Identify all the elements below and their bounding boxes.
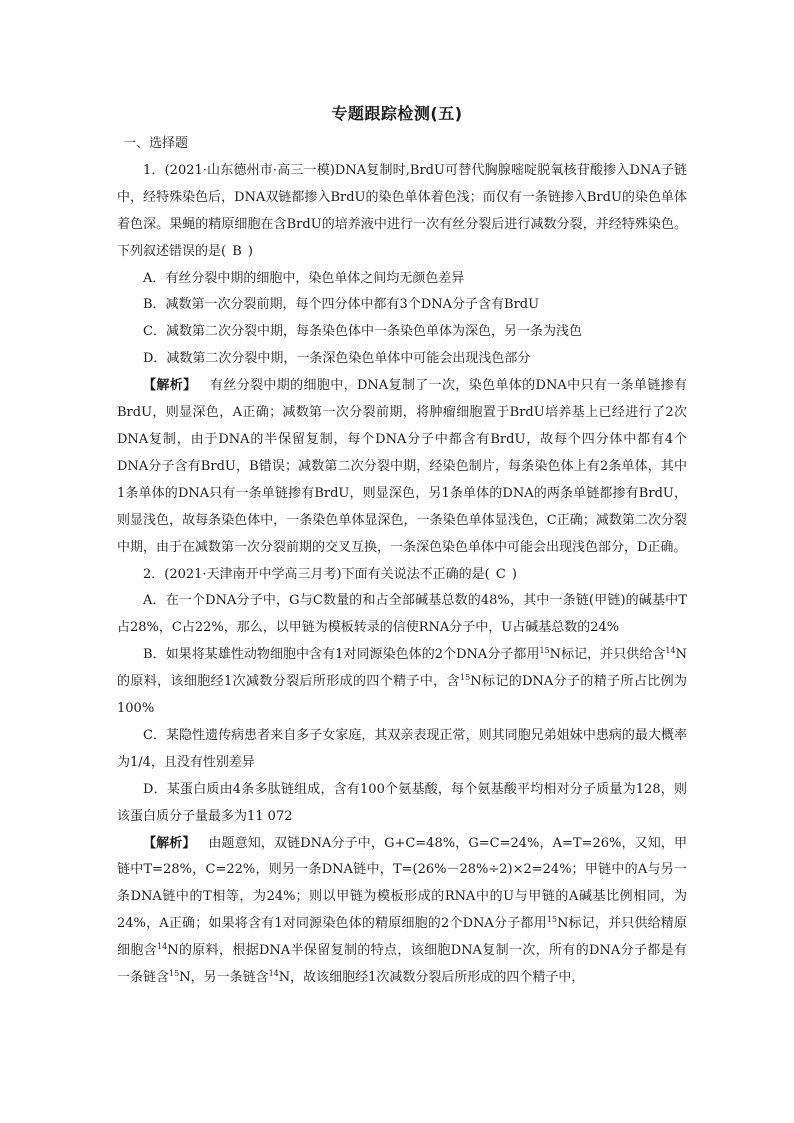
analysis-label: 【解析】 [143, 378, 197, 394]
question-2-analysis [117, 831, 687, 992]
isotope-superscript: 14 [268, 969, 279, 979]
analysis-label: 【解析】 [143, 835, 196, 851]
question-2-option-a: A．在一个DNA分子中，G与C数量的和占全部碱基总数的48%，其中一条链(甲链)的碱基中T占28%，C占22%，那么，以甲链为模板转录的信使RNA分子中，U占碱基总数的24% [117, 593, 687, 636]
question-1-option-d: D．减数第二次分裂中期，一条深色染色单体中可能会出现浅色部分 [143, 351, 531, 367]
isotope-superscript: 15 [460, 673, 471, 683]
analysis-text: N的原料，根据DNA半保留复制的特点，该细胞DNA复制一次，所有的DNA分子都是有一条链含 [117, 943, 687, 986]
question-1-analysis [117, 373, 687, 561]
page-title: 专题跟踪检测(五) [331, 104, 463, 123]
isotope-superscript: 15 [546, 915, 557, 925]
question-2-option-b [117, 642, 687, 723]
question-1-option-b: B．减数第一次分裂前期，每个四分体中都有3个DNA分子含有BrdU [143, 297, 540, 313]
isotope-superscript: 15 [539, 646, 550, 656]
section-heading: 一、选择题 [123, 136, 189, 151]
isotope-superscript: 14 [157, 942, 168, 952]
question-1-answer: ( B ) [221, 243, 254, 259]
question-2-option-d: D．某蛋白质由4条多肽链组成，含有100个氨基酸，每个氨基酸平均相对分子质量为128，则该蛋白质分子量最多为11 072 [117, 781, 687, 824]
analysis-text: N标记，并只供给精原细胞含 [117, 916, 687, 959]
analysis-text: 由题意知，双链DNA分子中，G+C=48%，G=C=24%，A=T=26%，又知，甲链中T=28%，C=22%，则另一条DNA链中，T=(26%－28%÷2)×2=24%；甲链中的A与另一条DNA链中的T相等，为24%；则以甲链为模板形成的RNA中的U与甲链的A碱基比例相同，为24%，A正确；如果将含有1对同源染色体的精原细胞的2个DNA分子都用 [117, 835, 687, 932]
isotope-superscript: 14 [665, 646, 676, 656]
question-2-answer: ( C ) [484, 566, 518, 582]
analysis-text: N，另一条链含 [179, 970, 269, 986]
question-2-option-c: C．某隐性遗传病患者来自多子女家庭，其双亲表现正常，则其同胞兄弟姐妹中患病的最大概率为1/4，且没有性别差异 [117, 727, 687, 770]
question-2-stem [117, 562, 687, 589]
question-1-stem [117, 158, 687, 266]
question-2-text: 2．(2021·天津南开中学高三月考)下面有关说法不正确的是 [143, 566, 485, 582]
isotope-superscript: 15 [169, 969, 180, 979]
option-text: N标记，并只供给含 [549, 647, 666, 663]
option-text: N的原料，该细胞经1次减数分裂后所形成的四个精子中，含 [117, 647, 687, 690]
question-1-text: 1．(2021·山东德州市·高三一模)DNA复制时,BrdU可替代胸腺嘧啶脱氧核苷酸掺入DNA子链中，经特殊染色后，DNA双链都掺入BrdU的染色单体着色浅；而仅有一条链掺入BrdU的染色单体着色深。果蝇的精原细胞在含BrdU的培养液中进行一次有丝分裂后进行减数分裂，并经特殊染色。下列叙述错误的是 [117, 162, 687, 259]
document-body [117, 131, 687, 992]
option-text: B．如果将某雄性动物细胞中含有1对同源染色体的2个DNA分子都用 [143, 647, 540, 663]
analysis-text: N，故该细胞经1次减数分裂后所形成的四个精子中， [278, 970, 585, 986]
question-1-option-c: C．减数第二次分裂中期，每条染色体中一条染色单体为深色，另一条为浅色 [143, 324, 582, 340]
option-text: N标记的DNA分子的精子所占比例为100% [117, 674, 688, 717]
question-1-option-a: A．有丝分裂中期的细胞中，染色单体之间均无颜色差异 [143, 270, 465, 286]
analysis-text: 有丝分裂中期的细胞中，DNA复制了一次，染色单体的DNA中只有一条单链掺有BrdU，则显深色，A正确；减数第一次分裂前期，将肿瘤细胞置于BrdU培养基上已经进行了2次DNA复制，由于DNA的半保留复制，每个DNA分子中都含有BrdU，故每个四分体中都有4个DNA分子含有BrdU，B错误；减数第二次分裂中期，经染色制片，每条染色体上有2条单体，其中1条单体的DNA只有一条单链掺有BrdU，则显深色，另1条单体的DNA的两条单链都掺有BrdU，则显浅色，故每条染色体中，一条染色单体显深色，一条染色单体显浅色，C正确；减数第二次分裂中期，由于在减数第一次分裂前期的交叉互换，一条深色染色单体中可能会出现浅色部分，D正确。 [117, 378, 687, 555]
